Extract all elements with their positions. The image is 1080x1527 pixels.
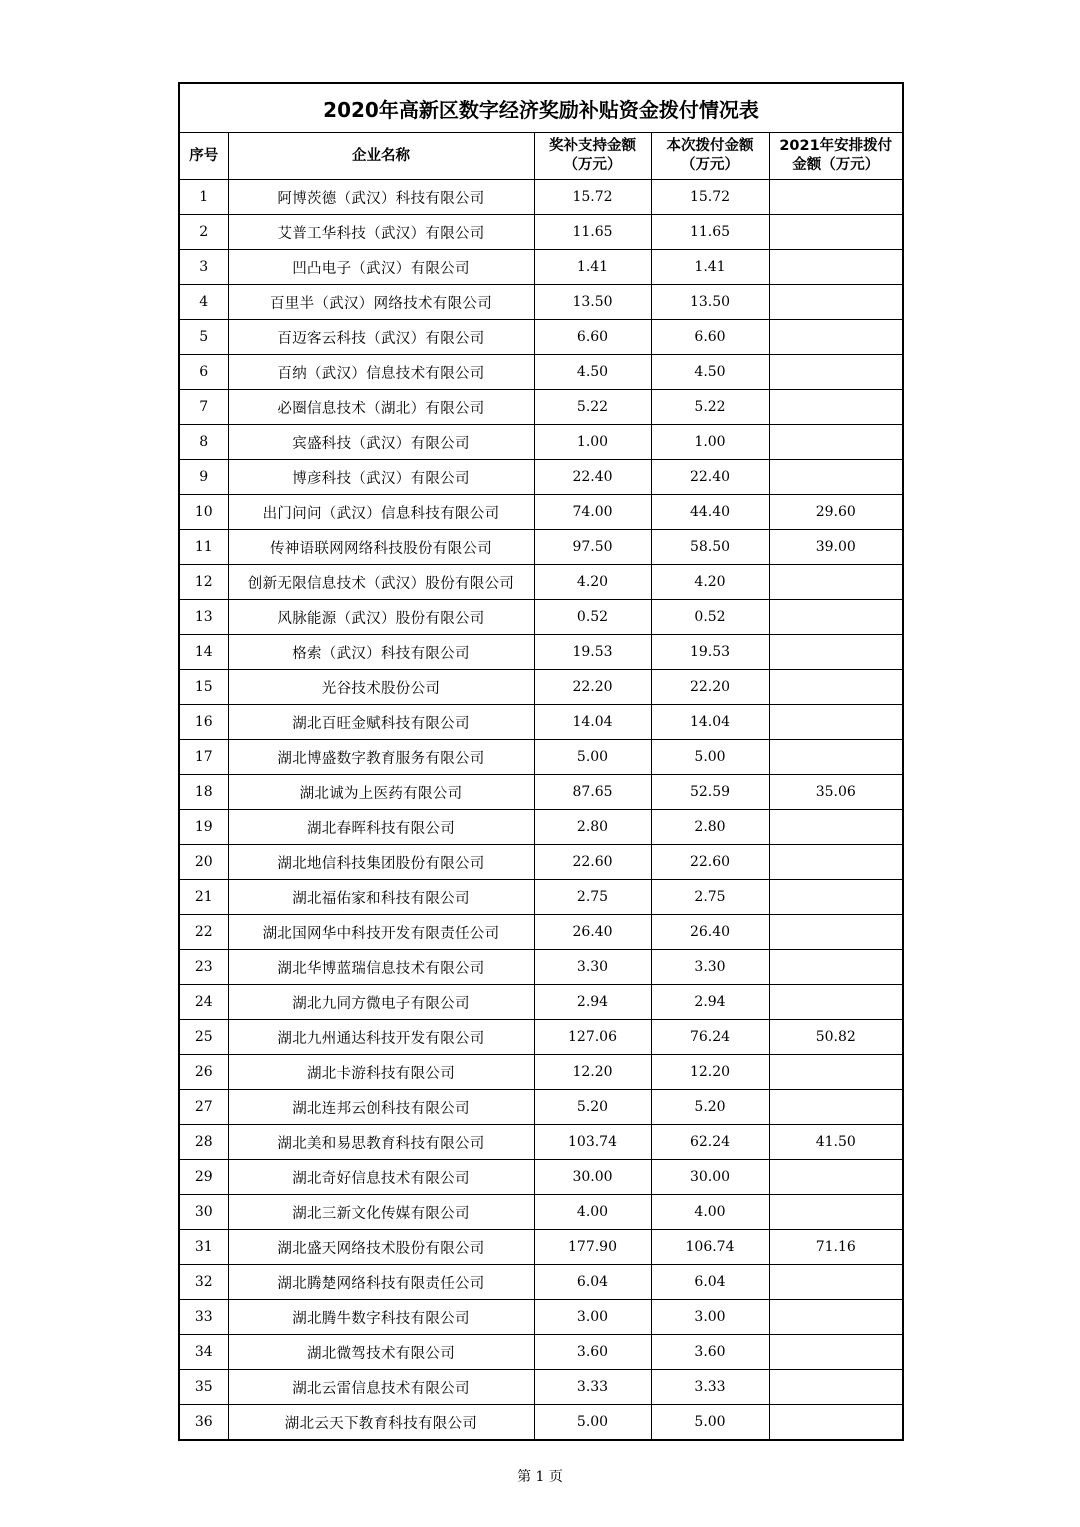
cell-seq: 7	[179, 390, 228, 425]
cell-support-amount: 19.53	[534, 635, 651, 670]
cell-company: 艾普工华科技（武汉）有限公司	[228, 215, 534, 250]
cell-company: 百里半（武汉）网络技术有限公司	[228, 285, 534, 320]
cell-paid-amount: 14.04	[651, 705, 769, 740]
table-row	[179, 1370, 903, 1405]
cell-paid-amount: 26.40	[651, 915, 769, 950]
cell-plan-2021	[769, 845, 903, 880]
table-row	[179, 355, 903, 390]
cell-plan-2021	[769, 670, 903, 705]
cell-paid-amount: 5.22	[651, 390, 769, 425]
cell-seq: 23	[179, 950, 228, 985]
cell-company: 湖北连邦云创科技有限公司	[228, 1090, 534, 1125]
cell-seq: 22	[179, 915, 228, 950]
cell-support-amount: 87.65	[534, 775, 651, 810]
cell-plan-2021	[769, 390, 903, 425]
header-plan-line2: 金额（万元）	[792, 157, 880, 173]
cell-support-amount: 13.50	[534, 285, 651, 320]
table-row	[179, 285, 903, 320]
cell-paid-amount: 2.94	[651, 985, 769, 1020]
cell-plan-2021	[769, 1370, 903, 1405]
cell-seq: 11	[179, 530, 228, 565]
cell-company: 湖北卡游科技有限公司	[228, 1055, 534, 1090]
cell-plan-2021	[769, 1405, 903, 1441]
cell-support-amount: 5.00	[534, 740, 651, 775]
table-title: 2020年高新区数字经济奖励补贴资金拨付情况表	[179, 83, 903, 133]
cell-paid-amount: 5.00	[651, 1405, 769, 1441]
cell-paid-amount: 11.65	[651, 215, 769, 250]
cell-paid-amount: 5.00	[651, 740, 769, 775]
cell-company: 湖北三新文化传媒有限公司	[228, 1195, 534, 1230]
cell-support-amount: 97.50	[534, 530, 651, 565]
cell-seq: 17	[179, 740, 228, 775]
cell-paid-amount: 2.80	[651, 810, 769, 845]
cell-company: 百迈客云科技（武汉）有限公司	[228, 320, 534, 355]
cell-paid-amount: 3.60	[651, 1335, 769, 1370]
table-row	[179, 1335, 903, 1370]
cell-company: 必圈信息技术（湖北）有限公司	[228, 390, 534, 425]
cell-company: 宾盛科技（武汉）有限公司	[228, 425, 534, 460]
table-row	[179, 705, 903, 740]
cell-plan-2021	[769, 635, 903, 670]
cell-plan-2021	[769, 565, 903, 600]
cell-paid-amount: 4.00	[651, 1195, 769, 1230]
cell-seq: 3	[179, 250, 228, 285]
cell-company: 湖北云雷信息技术有限公司	[228, 1370, 534, 1405]
cell-paid-amount: 1.00	[651, 425, 769, 460]
cell-support-amount: 14.04	[534, 705, 651, 740]
cell-seq: 27	[179, 1090, 228, 1125]
cell-support-amount: 1.00	[534, 425, 651, 460]
cell-support-amount: 2.75	[534, 880, 651, 915]
table-row	[179, 810, 903, 845]
cell-support-amount: 6.60	[534, 320, 651, 355]
cell-company: 湖北奇好信息技术有限公司	[228, 1160, 534, 1195]
cell-plan-2021: 29.60	[769, 495, 903, 530]
cell-paid-amount: 3.33	[651, 1370, 769, 1405]
cell-support-amount: 22.20	[534, 670, 651, 705]
cell-plan-2021	[769, 810, 903, 845]
table-row	[179, 1230, 903, 1265]
cell-paid-amount: 22.40	[651, 460, 769, 495]
cell-company: 光谷技术股份公司	[228, 670, 534, 705]
table-row	[179, 495, 903, 530]
table-row	[179, 460, 903, 495]
cell-seq: 14	[179, 635, 228, 670]
cell-seq: 26	[179, 1055, 228, 1090]
cell-paid-amount: 44.40	[651, 495, 769, 530]
cell-paid-amount: 6.60	[651, 320, 769, 355]
cell-plan-2021	[769, 285, 903, 320]
cell-plan-2021: 39.00	[769, 530, 903, 565]
cell-support-amount: 177.90	[534, 1230, 651, 1265]
header-seq: 序号	[179, 133, 228, 180]
table-row	[179, 215, 903, 250]
cell-plan-2021	[769, 215, 903, 250]
cell-plan-2021	[769, 950, 903, 985]
header-paid-line1: 本次拨付金额	[666, 138, 754, 154]
cell-seq: 19	[179, 810, 228, 845]
cell-company: 湖北九州通达科技开发有限公司	[228, 1020, 534, 1055]
cell-support-amount: 1.41	[534, 250, 651, 285]
table-row	[179, 985, 903, 1020]
cell-seq: 30	[179, 1195, 228, 1230]
table-row	[179, 1090, 903, 1125]
cell-paid-amount: 58.50	[651, 530, 769, 565]
table-row	[179, 635, 903, 670]
cell-company: 格索（武汉）科技有限公司	[228, 635, 534, 670]
table-row	[179, 950, 903, 985]
cell-support-amount: 26.40	[534, 915, 651, 950]
cell-support-amount: 22.40	[534, 460, 651, 495]
cell-seq: 16	[179, 705, 228, 740]
header-support-amount	[534, 133, 651, 180]
cell-support-amount: 12.20	[534, 1055, 651, 1090]
table-row	[179, 740, 903, 775]
cell-seq: 9	[179, 460, 228, 495]
table-row	[179, 845, 903, 880]
cell-seq: 24	[179, 985, 228, 1020]
cell-paid-amount: 5.20	[651, 1090, 769, 1125]
cell-plan-2021	[769, 460, 903, 495]
cell-seq: 12	[179, 565, 228, 600]
cell-plan-2021	[769, 320, 903, 355]
cell-seq: 36	[179, 1405, 228, 1441]
cell-plan-2021	[769, 1265, 903, 1300]
cell-seq: 31	[179, 1230, 228, 1265]
cell-support-amount: 3.00	[534, 1300, 651, 1335]
cell-seq: 8	[179, 425, 228, 460]
table-row	[179, 600, 903, 635]
cell-seq: 28	[179, 1125, 228, 1160]
table-body	[179, 180, 903, 1441]
cell-support-amount: 3.33	[534, 1370, 651, 1405]
cell-paid-amount: 12.20	[651, 1055, 769, 1090]
cell-paid-amount: 13.50	[651, 285, 769, 320]
cell-support-amount: 103.74	[534, 1125, 651, 1160]
cell-seq: 2	[179, 215, 228, 250]
cell-company: 阿博茨德（武汉）科技有限公司	[228, 180, 534, 215]
table-row	[179, 670, 903, 705]
cell-company: 创新无限信息技术（武汉）股份有限公司	[228, 565, 534, 600]
cell-paid-amount: 22.60	[651, 845, 769, 880]
cell-support-amount: 30.00	[534, 1160, 651, 1195]
cell-plan-2021	[769, 250, 903, 285]
table-row	[179, 180, 903, 215]
cell-seq: 20	[179, 845, 228, 880]
cell-company: 湖北盛天网络技术股份有限公司	[228, 1230, 534, 1265]
header-company: 企业名称	[228, 133, 534, 180]
cell-seq: 33	[179, 1300, 228, 1335]
cell-company: 湖北九同方微电子有限公司	[228, 985, 534, 1020]
table-row	[179, 1020, 903, 1055]
table-row	[179, 425, 903, 460]
cell-seq: 29	[179, 1160, 228, 1195]
cell-plan-2021: 35.06	[769, 775, 903, 810]
table-row	[179, 565, 903, 600]
cell-company: 湖北福佑家和科技有限公司	[228, 880, 534, 915]
table-row	[179, 320, 903, 355]
cell-plan-2021	[769, 985, 903, 1020]
cell-plan-2021: 41.50	[769, 1125, 903, 1160]
cell-paid-amount: 19.53	[651, 635, 769, 670]
header-plan-2021	[769, 133, 903, 180]
cell-plan-2021: 50.82	[769, 1020, 903, 1055]
cell-company: 湖北百旺金赋科技有限公司	[228, 705, 534, 740]
cell-support-amount: 11.65	[534, 215, 651, 250]
cell-seq: 10	[179, 495, 228, 530]
funding-table	[178, 82, 904, 1441]
cell-support-amount: 5.00	[534, 1405, 651, 1441]
cell-support-amount: 4.50	[534, 355, 651, 390]
cell-seq: 32	[179, 1265, 228, 1300]
cell-plan-2021	[769, 1160, 903, 1195]
cell-company: 湖北腾牛数字科技有限公司	[228, 1300, 534, 1335]
cell-support-amount: 6.04	[534, 1265, 651, 1300]
cell-company: 湖北华博蓝瑞信息技术有限公司	[228, 950, 534, 985]
cell-support-amount: 2.94	[534, 985, 651, 1020]
cell-plan-2021: 71.16	[769, 1230, 903, 1265]
cell-support-amount: 2.80	[534, 810, 651, 845]
cell-company: 湖北腾楚网络科技有限责任公司	[228, 1265, 534, 1300]
cell-paid-amount: 3.30	[651, 950, 769, 985]
cell-plan-2021	[769, 1335, 903, 1370]
cell-company: 传神语联网网络科技股份有限公司	[228, 530, 534, 565]
cell-seq: 13	[179, 600, 228, 635]
cell-company: 湖北诚为上医药有限公司	[228, 775, 534, 810]
table-row	[179, 1160, 903, 1195]
cell-paid-amount: 22.20	[651, 670, 769, 705]
header-row	[179, 133, 903, 180]
cell-paid-amount: 15.72	[651, 180, 769, 215]
header-paid-amount	[651, 133, 769, 180]
cell-seq: 18	[179, 775, 228, 810]
cell-paid-amount: 2.75	[651, 880, 769, 915]
cell-plan-2021	[769, 355, 903, 390]
cell-plan-2021	[769, 1090, 903, 1125]
table-row	[179, 1300, 903, 1335]
header-support-line2: （万元）	[563, 157, 622, 173]
header-paid-line2: （万元）	[681, 157, 739, 173]
cell-support-amount: 3.30	[534, 950, 651, 985]
cell-plan-2021	[769, 880, 903, 915]
cell-plan-2021	[769, 705, 903, 740]
cell-company: 湖北云天下教育科技有限公司	[228, 1405, 534, 1441]
cell-paid-amount: 106.74	[651, 1230, 769, 1265]
cell-company: 博彦科技（武汉）有限公司	[228, 460, 534, 495]
table-row	[179, 1055, 903, 1090]
cell-company: 湖北微驾技术有限公司	[228, 1335, 534, 1370]
cell-seq: 35	[179, 1370, 228, 1405]
cell-support-amount: 5.22	[534, 390, 651, 425]
cell-company: 湖北春晖科技有限公司	[228, 810, 534, 845]
cell-company: 湖北地信科技集团股份有限公司	[228, 845, 534, 880]
cell-support-amount: 127.06	[534, 1020, 651, 1055]
cell-company: 湖北博盛数字教育服务有限公司	[228, 740, 534, 775]
cell-seq: 34	[179, 1335, 228, 1370]
cell-plan-2021	[769, 740, 903, 775]
table-row	[179, 250, 903, 285]
cell-seq: 5	[179, 320, 228, 355]
cell-plan-2021	[769, 1300, 903, 1335]
cell-support-amount: 74.00	[534, 495, 651, 530]
cell-support-amount: 0.52	[534, 600, 651, 635]
cell-paid-amount: 4.20	[651, 565, 769, 600]
cell-support-amount: 5.20	[534, 1090, 651, 1125]
cell-company: 出门问问（武汉）信息科技有限公司	[228, 495, 534, 530]
table-row	[179, 775, 903, 810]
cell-support-amount: 15.72	[534, 180, 651, 215]
cell-plan-2021	[769, 600, 903, 635]
cell-company: 风脉能源（武汉）股份有限公司	[228, 600, 534, 635]
cell-company: 百纳（武汉）信息技术有限公司	[228, 355, 534, 390]
cell-company: 湖北美和易思教育科技有限公司	[228, 1125, 534, 1160]
cell-plan-2021	[769, 915, 903, 950]
cell-paid-amount: 52.59	[651, 775, 769, 810]
cell-support-amount: 3.60	[534, 1335, 651, 1370]
table-row	[179, 1195, 903, 1230]
page-number: 第 1 页	[517, 1469, 563, 1485]
cell-support-amount: 4.20	[534, 565, 651, 600]
cell-seq: 1	[179, 180, 228, 215]
table-row	[179, 915, 903, 950]
header-plan-line1: 2021年安排拨付	[779, 138, 893, 154]
cell-paid-amount: 62.24	[651, 1125, 769, 1160]
table-row	[179, 1405, 903, 1441]
table-row	[179, 390, 903, 425]
cell-seq: 15	[179, 670, 228, 705]
cell-plan-2021	[769, 425, 903, 460]
cell-seq: 6	[179, 355, 228, 390]
table-row	[179, 1265, 903, 1300]
cell-seq: 25	[179, 1020, 228, 1055]
cell-paid-amount: 3.00	[651, 1300, 769, 1335]
cell-plan-2021	[769, 180, 903, 215]
cell-support-amount: 4.00	[534, 1195, 651, 1230]
table-row	[179, 1125, 903, 1160]
table-row	[179, 530, 903, 565]
cell-paid-amount: 30.00	[651, 1160, 769, 1195]
cell-paid-amount: 1.41	[651, 250, 769, 285]
cell-support-amount: 22.60	[534, 845, 651, 880]
cell-company: 凹凸电子（武汉）有限公司	[228, 250, 534, 285]
cell-seq: 4	[179, 285, 228, 320]
cell-plan-2021	[769, 1055, 903, 1090]
table-row	[179, 880, 903, 915]
cell-paid-amount: 76.24	[651, 1020, 769, 1055]
cell-company: 湖北国网华中科技开发有限责任公司	[228, 915, 534, 950]
cell-paid-amount: 6.04	[651, 1265, 769, 1300]
cell-paid-amount: 4.50	[651, 355, 769, 390]
cell-seq: 21	[179, 880, 228, 915]
cell-plan-2021	[769, 1195, 903, 1230]
cell-paid-amount: 0.52	[651, 600, 769, 635]
header-support-line1: 奖补支持金额	[549, 138, 636, 154]
